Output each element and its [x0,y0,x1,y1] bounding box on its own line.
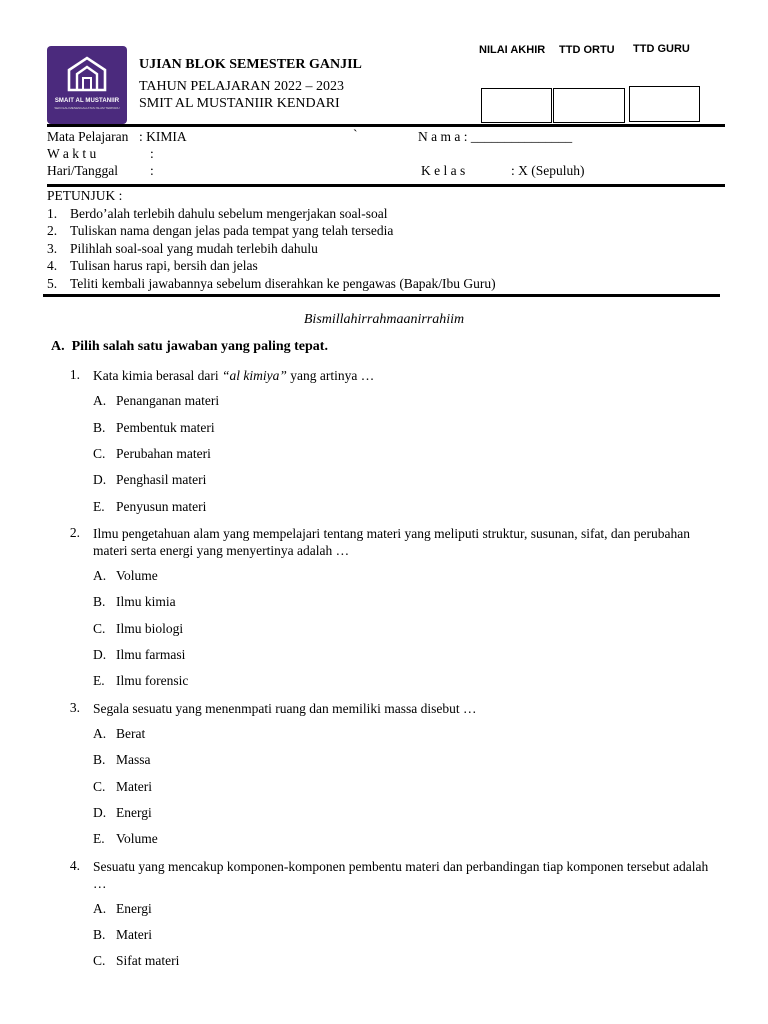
time-label: W a k t u [47,146,97,161]
option-text[interactable]: Pembentuk materi [116,420,215,435]
option-text[interactable]: Volume [116,831,158,846]
basmalah: Bismillahirrahmaanirrahiim [303,312,465,327]
instruction-number: 1. [47,206,58,221]
school-name: SMIT AL MUSTANIIR KENDARI [139,96,340,111]
option-letter: A. [93,393,107,408]
class-label: K e l a s [421,163,466,178]
option-letter: B. [93,927,106,942]
option-letter: D. [93,472,107,487]
instructions-divider [43,294,720,297]
school-logo [47,46,127,124]
option-text[interactable]: Berat [116,726,146,741]
info-divider [47,184,725,187]
question-number: 1. [69,367,80,382]
school-year: TAHUN PELAJARAN 2022 – 2023 [139,79,344,94]
question-text: Segala sesuatu yang menenmpati ruang dan memiliki massa disebut … [93,701,477,716]
instruction-item: Tulisan harus rapi, bersih dan jelas [70,258,258,273]
question-text-end: yang artinya … [286,368,375,383]
section-title [51,339,328,355]
option-text[interactable]: Ilmu forensic [116,673,189,688]
option-letter: A. [93,726,107,741]
option-letter: A. [93,568,107,583]
option-letter: C. [93,621,106,636]
instructions-title: PETUNJUK : [47,188,123,203]
logo-subtitle: SEKOLAH MENENGAH ATAS ISLAM TERPADU [54,106,120,110]
instruction-item: Berdo’alah terlebih dahulu sebelum mengerjakan soal-soal [70,206,388,221]
question-text: Sesuatu yang mencakup komponen-komponen pembentu materi dan perbandingan tiap komponen tersebut adalah … [93,859,709,891]
header-divider [47,124,725,127]
option-letter: B. [93,594,106,609]
section-letter: A. [51,339,65,354]
option-text[interactable]: Penanganan materi [116,393,220,408]
date-label: Hari/Tanggal [47,163,119,178]
date-value: : [150,163,154,178]
logo-name: SMAIT AL MUSTANIIR [54,98,120,104]
section-heading: Pilih salah satu jawaban yang paling tepat. [71,339,328,354]
question-number: 4. [69,858,80,873]
option-letter: B. [93,752,106,767]
school-logo-icon [47,46,127,124]
option-letter: D. [93,647,107,662]
instruction-number: 2. [47,223,58,238]
option-text[interactable]: Ilmu biologi [116,621,184,636]
time-value: : [150,146,154,161]
option-letter: E. [93,673,105,688]
question-text: Ilmu pengetahuan alam yang mempelajari tentang materi yang meliputi struktur, susunan, sifat, dan perubahan materi serta energi yang menyertinya adalah … [93,526,691,558]
question-text [93,367,374,384]
parent-signature-box[interactable] [553,88,625,123]
question-text-start: Kata kimia berasal dari [93,368,222,383]
option-text[interactable]: Penghasil materi [116,472,207,487]
option-text[interactable]: Energi [116,901,152,916]
option-text[interactable]: Materi [116,927,152,942]
option-text[interactable]: Penyusun materi [116,499,207,514]
question-text-italic: “al kimiya” [221,368,287,383]
final-score-box[interactable] [481,88,552,123]
instruction-item: Teliti kembali jawabannya sebelum diserahkan ke pengawas (Bapak/Ibu Guru) [70,276,496,291]
option-letter: E. [93,831,105,846]
option-letter: C. [93,953,106,968]
option-letter: E. [93,499,105,514]
option-letter: C. [93,446,106,461]
question-number: 2. [69,525,80,540]
stray-backtick: ` [353,127,358,142]
label-final-score: NILAI AKHIR [479,44,546,56]
exam-title: UJIAN BLOK SEMESTER GANJIL [139,57,362,72]
option-text[interactable]: Perubahan materi [116,446,211,461]
option-letter: B. [93,420,106,435]
option-letter: C. [93,779,106,794]
label-parent-signature: TTD ORTU [559,44,615,56]
option-letter: D. [93,805,107,820]
option-text[interactable]: Ilmu kimia [116,594,176,609]
option-text[interactable]: Energi [116,805,152,820]
instruction-item: Pilihlah soal-soal yang mudah terlebih dahulu [70,241,318,256]
option-text[interactable]: Massa [116,752,151,767]
option-text[interactable]: Materi [116,779,152,794]
student-name-field[interactable]: N a m a : _______________ [418,129,573,144]
class-value: : X (Sepuluh) [511,163,585,178]
label-teacher-signature: TTD GURU [633,43,690,55]
instruction-number: 4. [47,258,58,273]
subject-label: Mata Pelajaran [47,129,129,144]
instruction-number: 5. [47,276,58,291]
option-letter: A. [93,901,107,916]
instruction-item: Tuliskan nama dengan jelas pada tempat yang telah tersedia [70,223,394,238]
subject-value: : KIMIA [139,129,187,144]
question-number: 3. [69,700,80,715]
option-text[interactable]: Volume [116,568,158,583]
option-text[interactable]: Ilmu farmasi [116,647,186,662]
option-text[interactable]: Sifat materi [116,953,180,968]
instruction-number: 3. [47,241,58,256]
teacher-signature-box[interactable] [629,86,700,122]
